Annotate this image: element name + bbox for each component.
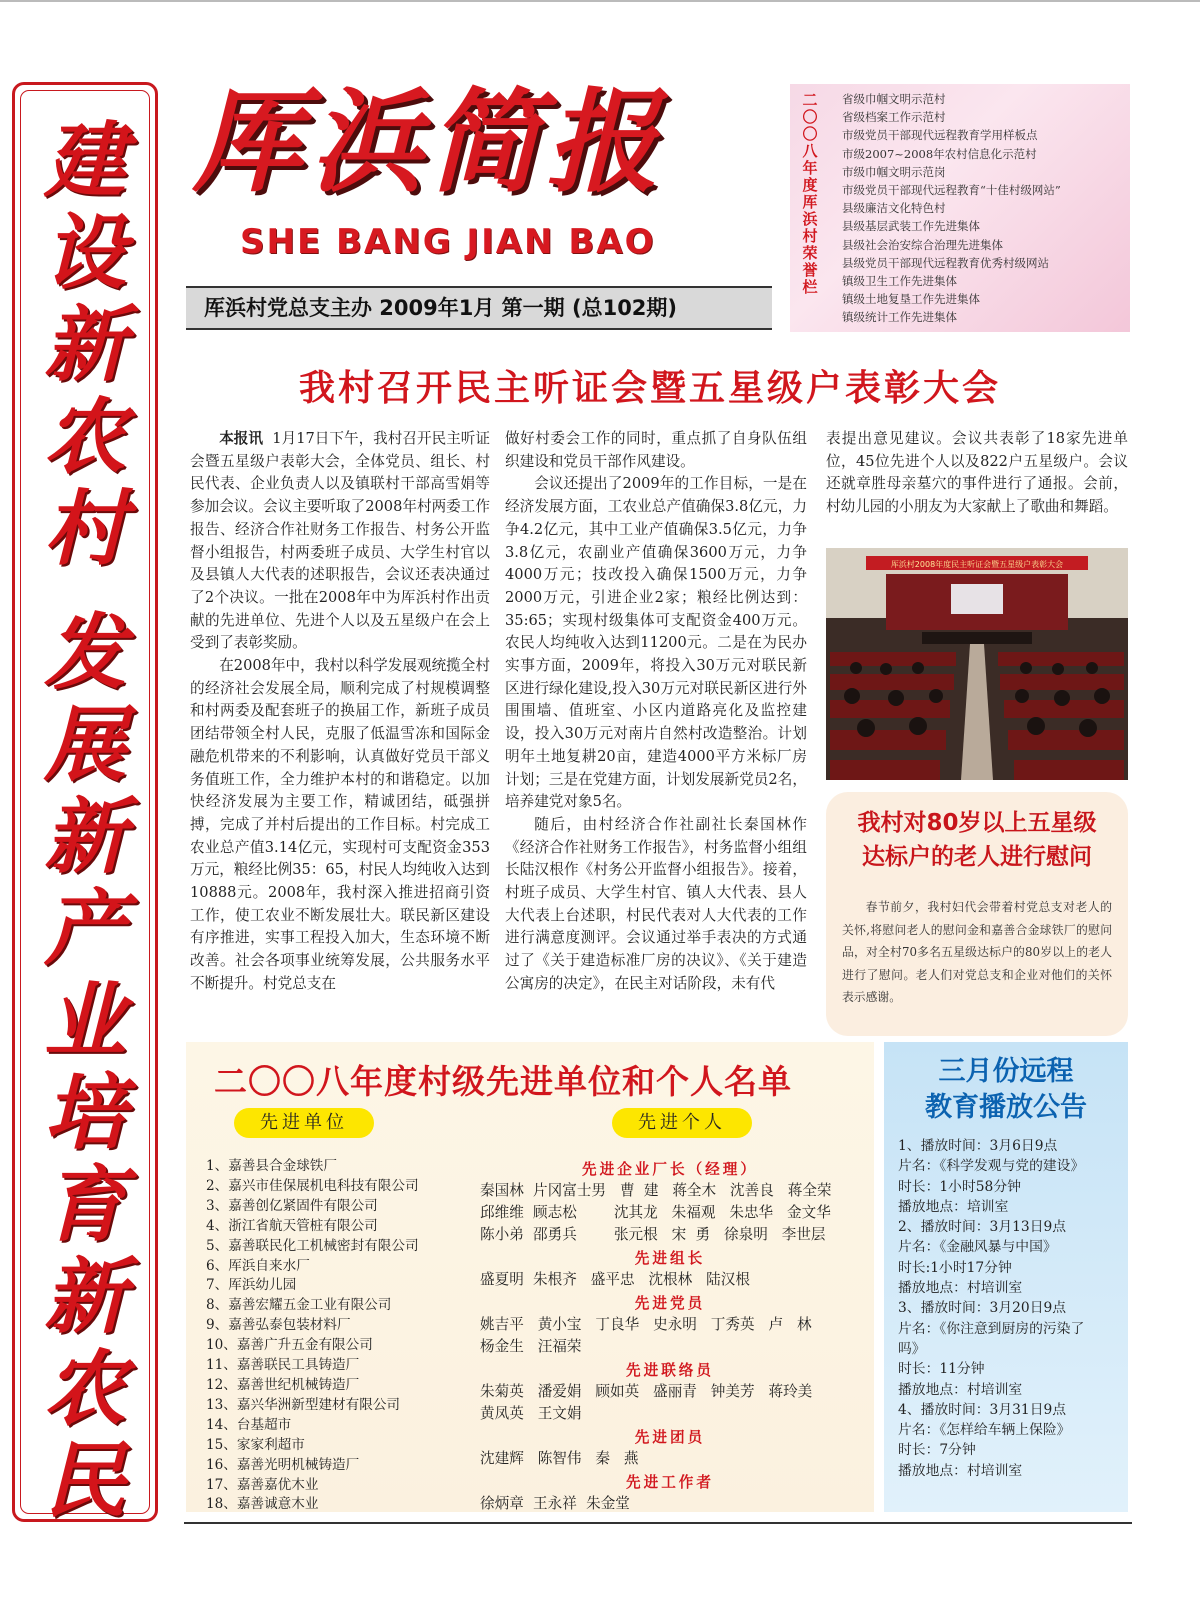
- names-row: 邱维维 顾志松 沈其龙 朱福观 朱忠华 金文华: [480, 1204, 831, 1221]
- units-label: 先进单位: [234, 1108, 374, 1138]
- list-item: 10、嘉善广升五金有限公司: [206, 1337, 373, 1354]
- slogan-column-1: [15, 115, 155, 575]
- slogan-banner: [12, 82, 158, 1529]
- masthead-subtitle: SHE BANG JIAN BAO: [240, 222, 656, 262]
- honor-item: 县级党员干部现代远程教育优秀村级网站: [842, 255, 1049, 270]
- notice-line: 播放地点：村培训室: [898, 1280, 1023, 1297]
- honor-item: 市级2007~2008年农村信息化示范村: [842, 146, 1037, 161]
- slogan-char: 培: [44, 1065, 126, 1161]
- slogan-char: 农: [44, 389, 126, 485]
- slogan-char: 设: [44, 205, 126, 301]
- side-story-body: 春节前夕，我村妇代会带着村党总支对老人的关怀,将慰问老人的慰问金和嘉善合金球铁厂的慰问品，对全村70多名五星级达标户的80岁以上的老人进行了慰问。老人们对党总支和企业对他们的关怀表示感谢。: [842, 900, 1112, 1004]
- slogan-column-2: [15, 607, 155, 1067]
- article-paragraph: 随后，由村经济合作社副社长秦国林作《经济合作社财务工作报告》，村务监督小组组长陆汉根作《村务公开监督小组报告》。接着，村班子成员、大学生村官、镇人大代表、县人大代表上台述职，村民代表对人大代表的工作进行满意度测评。会议通过举手表决的方式通过了《关于建造标准厂房的决议》、《关于建造公寓房的决定》，在民主对话阶段，未有代: [505, 815, 807, 992]
- people-label: 先进个人: [612, 1108, 752, 1138]
- list-item: 18、嘉善诚意木业: [206, 1496, 319, 1513]
- notice-title-line-2: 教育播放公告: [925, 1092, 1087, 1123]
- people-list: [480, 1157, 860, 1515]
- names-row: 杨金生 汪福荣: [480, 1338, 582, 1355]
- honor-item: 镇级土地复垦工作先进集体: [842, 292, 980, 307]
- notice-line: 2、播放时间：3月13日9点: [898, 1219, 1067, 1236]
- slogan-char: 育: [44, 1157, 126, 1253]
- names-row: 黄凤英 王文娟: [480, 1405, 582, 1422]
- list-item: 4、浙江省航天管桩有限公司: [206, 1217, 378, 1234]
- honor-item: 镇级统计工作先进集体: [842, 310, 957, 325]
- honors-list-box: [186, 1042, 874, 1512]
- list-item: 12、嘉善世纪机械铸造厂: [206, 1376, 360, 1393]
- category-heading: 先进组长: [634, 1250, 706, 1267]
- notice-line: 4、播放时间：3月31日9点: [898, 1401, 1067, 1418]
- honor-vertical-title: 二〇〇八年度厍浜村荣誉栏: [802, 91, 818, 296]
- list-item: 3、嘉善创亿紧固件有限公司: [206, 1197, 378, 1214]
- top-border-line: [0, 0, 1200, 2]
- category-heading: 先进联络员: [626, 1362, 714, 1379]
- article-paragraph: [190, 428, 490, 655]
- slogan-char: 展: [44, 697, 126, 793]
- names-row: 沈建辉 陈智伟 秦 燕: [480, 1450, 639, 1467]
- bottom-rule: [184, 1522, 1132, 1524]
- notice-body: [898, 1136, 1120, 1481]
- notice-line: 播放地点：村培训室: [898, 1462, 1023, 1479]
- notice-line: 片名：《金融风暴与中国》: [898, 1239, 1057, 1256]
- honors-list-title: 二〇〇八年度村级先进单位和个人名单: [214, 1062, 792, 1101]
- category-heading: 先进工作者: [626, 1474, 714, 1491]
- article-paragraph: 在2008年中，我村以科学发展观统揽全村的经济社会发展全局，顺利完成了村规模调整和村两委及配套班子的换届工作，新班子成员团结带领全村人民，克服了低温雪冻和国际金融危机带来的不利影响，认真做好党员干部义务值班工作，全力维护本村的和谐稳定。以加快经济发展为主要工作，精诚团结，砥强拼搏，完成了并村后提出的工作目标。村完成工农业总产值3.14亿元，实现村可支配资金353万元，粮经比例35：65，村民人均纯收入达到10888元。2008年，我村深入推进招商引资工作，使工农业不断发展壮大。联民新区建设有序推进，实事工程投入加大，生态环境不断改善。社会各项事业统筹发展，公共服务水平不断提升。村党总支在: [190, 657, 490, 992]
- list-item: 13、嘉兴华洲新型建材有限公司: [206, 1396, 401, 1413]
- broadcast-notice-box: [884, 1042, 1128, 1512]
- category-heading: 先进党员: [634, 1295, 706, 1312]
- slogan-char: 发: [44, 605, 126, 701]
- list-item: 15、家家利超市: [206, 1436, 305, 1453]
- list-item: 8、嘉善宏耀五金工业有限公司: [206, 1297, 392, 1314]
- list-item: 11、嘉善联民工具铸造厂: [206, 1357, 360, 1374]
- article-paragraph: 做好村委会工作的同时，重点抓了自身队伍组织建设和党员干部作风建设。: [505, 430, 807, 470]
- list-item: 5、嘉善联民化工机械密封有限公司: [206, 1237, 419, 1254]
- honor-item: 市级党员干部现代远程教育学用样板点: [842, 128, 1038, 143]
- notice-line: 播放地点：村培训室: [898, 1381, 1023, 1398]
- list-item: 17、嘉善嘉优木业: [206, 1476, 319, 1493]
- notice-line: 时长：1小时58分钟: [898, 1178, 1021, 1195]
- article-column-1: [190, 428, 490, 996]
- slogan-char: 建: [44, 113, 126, 209]
- names-row: 秦国林 片冈富士男 曹 建 蒋全木 沈善良 蒋全荣: [480, 1182, 832, 1199]
- slogan-char: 民: [44, 1433, 126, 1529]
- notice-title: [884, 1054, 1128, 1126]
- main-headline: 我村召开民主听证会暨五星级户表彰大会: [298, 368, 1001, 409]
- honor-item: 市级党员干部现代远程教育“十佳村级网站”: [842, 183, 1061, 198]
- honor-item: 省级巾帼文明示范村: [842, 92, 946, 106]
- category-heading: 先进企业厂长（经理）: [582, 1161, 758, 1178]
- article-column-2: [505, 428, 807, 996]
- units-list: [206, 1157, 419, 1515]
- list-item: 7、厍浜幼儿园: [206, 1277, 297, 1294]
- honor-item: 镇级卫生工作先进集体: [842, 274, 957, 289]
- honor-item: 市级巾帼文明示范岗: [842, 164, 946, 179]
- honor-item: 县级廉洁文化特色村: [842, 201, 946, 216]
- honor-item: 省级档案工作示范村: [842, 110, 946, 125]
- notice-line: 片名：《科学发观与党的建设》: [898, 1158, 1085, 1175]
- meeting-photo-image: [826, 548, 1128, 780]
- honor-item: 县级基层武装工作先进集体: [842, 219, 980, 234]
- slogan-char: 新: [44, 1249, 126, 1345]
- names-row: 陈小弟 邵勇兵 张元根 宋 勇 徐泉明 李世层: [480, 1226, 826, 1243]
- slogan-column-3: [15, 1067, 155, 1527]
- masthead-title: 厍浜简报: [192, 77, 664, 208]
- category-heading: 先进团员: [634, 1429, 706, 1446]
- honor-list: [842, 90, 1061, 327]
- article-column-3: [826, 428, 1128, 519]
- names-row: 徐炳章 王永祥 朱金堂: [480, 1495, 630, 1512]
- slogan-char: 新: [44, 789, 126, 885]
- slogan-char: 新: [44, 297, 126, 393]
- list-item: 1、嘉善县合金球铁厂: [206, 1158, 337, 1174]
- slogan-char: 业: [44, 973, 126, 1069]
- slogan-char: 产: [44, 881, 126, 977]
- side-story-title: 我村对80岁以上五星级达标户的老人进行慰问: [857, 810, 1097, 870]
- list-item: 14、台基超市: [206, 1416, 292, 1433]
- honor-item: 县级社会治安综合治理先进集体: [842, 237, 1003, 252]
- article-lead: 本报讯: [219, 430, 263, 447]
- notice-line: 播放地点：培训室: [898, 1198, 1009, 1215]
- notice-line: 片名：《你注意到厨房的污染了: [898, 1320, 1085, 1337]
- notice-line: 吗》: [898, 1340, 926, 1357]
- side-story-box: [826, 792, 1128, 1036]
- notice-line: 时长：7分钟: [898, 1442, 976, 1459]
- names-row: 朱菊英 潘爱娟 顾如英 盛丽青 钟美芳 蒋玲美: [480, 1383, 813, 1400]
- photo-banner-text: 厍浜村2008年度民主听证会暨五星级户表彰大会: [890, 560, 1064, 569]
- notice-line: 3、播放时间：3月20日9点: [898, 1300, 1067, 1317]
- notice-line: 时长：11分钟: [898, 1361, 985, 1378]
- list-item: 2、嘉兴市佳保展机电科技有限公司: [206, 1177, 419, 1194]
- honor-box: [790, 84, 1130, 332]
- meeting-photo: [826, 548, 1128, 780]
- names-row: 姚吉平 黄小宝 丁良华 史永明 丁秀英 卢 林: [480, 1316, 812, 1333]
- slogan-char: 农: [44, 1341, 126, 1437]
- notice-line: 时长:1小时17分钟: [898, 1259, 1012, 1276]
- article-paragraph: 会议还提出了2009年的工作目标，一是在经济发展方面，工农业总产值确保3.8亿元，力争4.2亿元，其中工业产值确保3.5亿元，力争3.8亿元，农副业产值确保3600万元，力争4000万元；技改投入确保1500万元，力争2000万元，引进企业2家；粮经比例达到：35:65；实现村级集体可支配资金400万元。农民人均纯收入达到11200元。二是在为民办实事方面，2009年，将投入30万元对联民新区进行绿化建设,投入30万元对联民新区进行外围围墙、值班室、小区内道路亮化及监控建设，投入30万元对南片自然村改造整治。计划明年土地复耕20亩，建造4000平方米标厂房计划；三是在党建方面，计划发展新党员2名，培养建党对象5名。: [505, 475, 807, 811]
- list-item: 16、嘉善光明机械铸造厂: [206, 1456, 360, 1473]
- slogan-char: 村: [44, 481, 126, 577]
- notice-title-line-1: 三月份远程: [938, 1056, 1074, 1087]
- article-paragraph: 表提出意见建议。会议共表彰了18家先进单位，45位先进个人以及822户五星级户。会议还就章胜母亲墓穴的事件进行了通报。会前，村幼儿园的小朋友为大家献上了歌曲和舞蹈。: [826, 430, 1128, 516]
- notice-line: 片名：《怎样给车辆上保险》: [898, 1422, 1071, 1439]
- article-text: 1月17日下午，我村召开民主听证会暨五星级户表彰大会，全体党员、组长、村民代表、企业负责人以及镇联村干部高雪娟等参加会议。会议主要听取了2008年村两委工作报告、经济合作社财务工作报告、村务公开监督小组报告，村两委班子成员、大学生村官以及县镇人大代表的述职报告，会议还表决通过了2个决议。一批在2008年中为厍浜村作出贡献的先进单位、先进个人以及五星级户在会上受到了表彰奖励。: [190, 430, 490, 652]
- list-item: 6、厍浜自来水厂: [206, 1257, 310, 1274]
- names-row: 盛夏明 朱根齐 盛平忠 沈根林 陆汉根: [480, 1271, 750, 1288]
- notice-line: 1、播放时间：3月6日9点: [898, 1138, 1058, 1154]
- list-item: 9、嘉善弘泰包装材料厂: [206, 1317, 351, 1334]
- issue-line: 厍浜村党总支主办 2009年1月 第一期 (总102期): [186, 286, 772, 330]
